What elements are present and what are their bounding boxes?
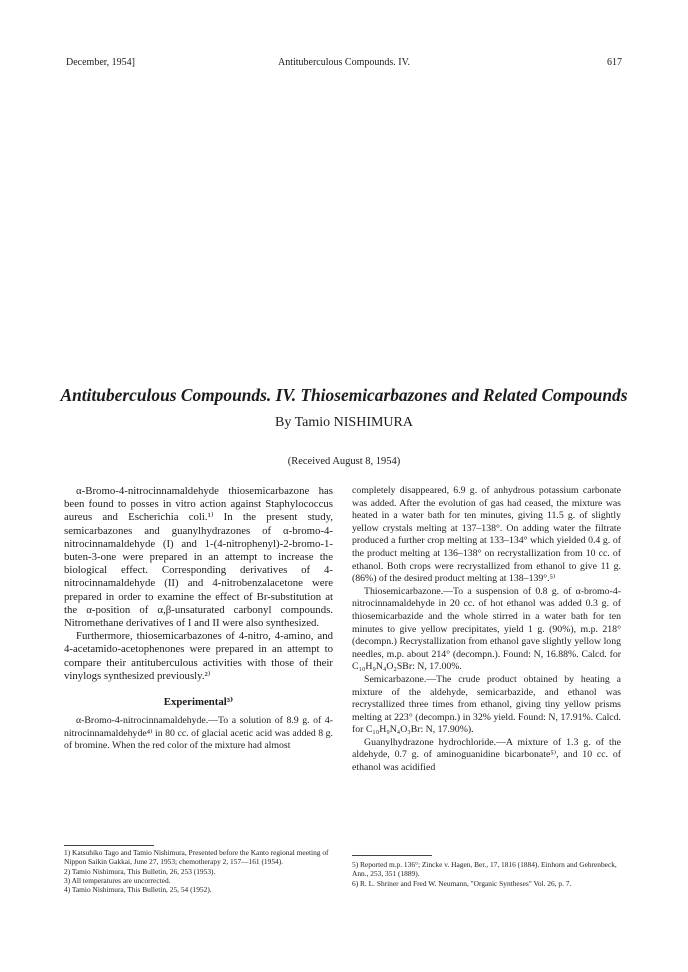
footnote-rule-left [64, 845, 154, 846]
footnotes-left [64, 848, 333, 894]
author-line: By Tamio NISHIMURA [275, 415, 413, 430]
experimental-paragraph: α-Bromo-4-nitrocinnamaldehyde.—To a solution of 8.9 g. of 4-nitrocinnamaldehyde⁴⁾ in 80 cc. of glacial acetic acid was added 8 g. of bromine. When the red color of the mixture had almost [64, 715, 333, 752]
received-date: (Received August 8, 1954) [287, 456, 401, 467]
page-number: 617 [607, 57, 622, 68]
running-head-date: December, 1954] [66, 57, 136, 68]
footnote-rule-right [352, 855, 432, 856]
footnotes-right [352, 860, 621, 888]
footnote: 6) R. L. Shriner and Fred W. Neumann, "Organic Syntheses" Vol. 26, p. 7. [352, 878, 572, 888]
left-column [64, 485, 333, 753]
second-paragraph: Furthermore, thiosemicarbazones of 4-nitro, 4-amino, and 4-acetamido-acetophenones were prepared in an attempt to compare their antituberculous activities with those of their vinylogs synthesized previously.²⁾ [64, 630, 333, 682]
running-head [66, 56, 622, 70]
running-head-title: Antituberculous Compounds. IV. [277, 57, 411, 68]
intro-paragraph: α-Bromo-4-nitrocinnamaldehyde thiosemicarbazone has been found to posses in vitro action against Staphylococcus aureus and Escherichia coli.¹⁾ In the present study, semicarbazones and guanylhydrazones of α-bromo-4-nitrocinnamaldehyde (I) and 1-(4-nitrophenyl)-2-bromo-1-buten-3-one were prepared in an attempt to increase the biological effect. Corresponding derivatives of 4-nitrocinnamaldehyde (II) and 4-nitrobenzalacetone were prepared in order to examine the effect of Br-substitution at the α-position of α,β-unsaturated carbonyl compounds. Nitromethane derivatives of I and II were also synthesized. [64, 485, 333, 630]
footnote: 5) Reported m.p. 136°; Zincke v. Hagen, Ber., 17, 1816 (1884). Einhorn and Gehrenbeck, Ann., 253, 351 (1889). [352, 860, 617, 879]
right-paragraph-1: completely disappeared, 6.9 g. of anhydrous potassium carbonate was added. After the evolution of gas had ceased, the mixture was heated in a water bath for ten minutes, giving 11.5 g. of slightly yellow crystals melting at 137–138°. On adding water the filtrate produced a further crop melting at 133–134° which yielded 0.4 g. of the product melting at 136–138° on recrystallization from 10 cc. of ethanol. Both crops were recrystallized from ethanol to give 11 g. (86%) of the desired product melting at 138–139°.⁵⁾ [352, 485, 621, 585]
footnote: 2) Tamio Nishimura, This Bulletin, 26, 253 (1953). [64, 866, 216, 876]
footnote: 1) Katsuhiko Tago and Tamio Nishimura, Presented before the Kanto regional meeting of Nippon Saikin Gakkai, June 27, 1953; chemotherapy 2, 157—161 (1954). [64, 848, 329, 867]
right-paragraph-2: Thiosemicarbazone.—To a suspension of 0.8 g. of α-bromo-4-nitrocinnamaldehyde in 20 cc. of hot ethanol was added 0.3 g. of thiosemicarbazide and the whole stirred in a water bath for ten minutes to give yellow precipitates, yield 1 g. (90%), m.p. 218° (decompn.) Recrystallization from ethanol gave slightly yellow long needles, m.p. about 214° (decompn.). Found: N, 16.88%. Calcd. for C₁₀H₉N₄O₂SBr: N, 17.00%. [352, 585, 621, 673]
footnote: 3) All temperatures are uncorrected. [64, 875, 171, 885]
right-paragraph-3: Semicarbazone.—The crude product obtained by heating a mixture of the aldehyde, semicarbazide, and ethanol was recrystallized three times from ethanol, giving tiny yellow prisms melting at 223° (decompn.) in 32% yield. Found: N, 17.91%. Calcd. for C₁₀H₉N₄O₃Br: N, 17.90%). [352, 673, 621, 736]
article-title: Antituberculous Compounds. IV. Thiosemicarbazones and Related Compounds [60, 385, 628, 405]
section-heading-experimental: Experimental³⁾ [163, 696, 234, 709]
right-paragraph-4: Guanylhydrazone hydrochloride.—A mixture of 1.3 g. of the aldehyde, 0.7 g. of aminoguanidine bicarbonate⁵⁾, and 10 cc. of ethanol was acidified [352, 736, 621, 774]
right-column [352, 485, 621, 775]
footnote: 4) Tamio Nishimura, This Bulletin, 25, 54 (1952). [64, 885, 212, 895]
